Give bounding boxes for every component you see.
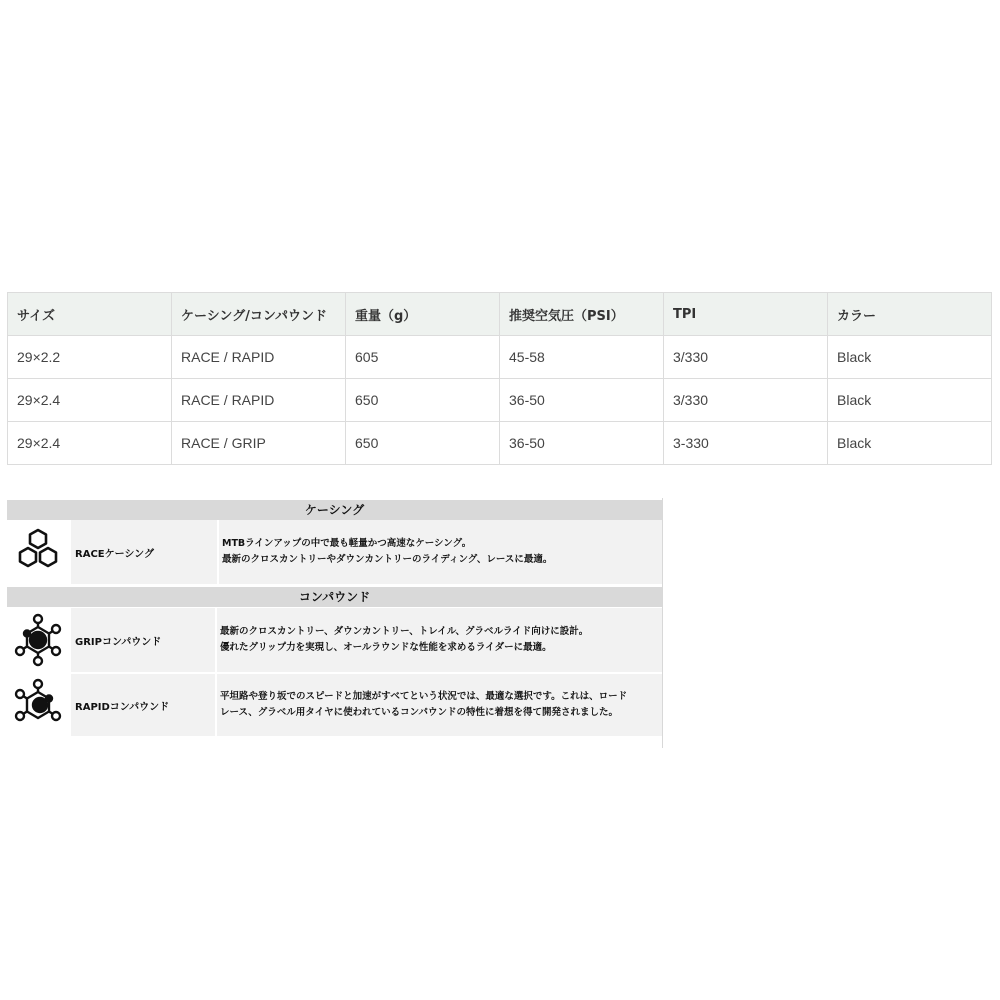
cell-size: 29×2.4 <box>8 379 172 422</box>
rapid-compound-description <box>217 674 662 736</box>
rapid-molecule-icon <box>7 674 69 736</box>
grip-molecule-icon <box>7 608 69 672</box>
cell-color: Black <box>828 379 992 422</box>
cell-weight: 650 <box>346 379 500 422</box>
cell-weight: 650 <box>346 422 500 465</box>
cell-pressure: 45-58 <box>500 336 664 379</box>
race-casing-desc-line2: 最新のクロスカントリーやダウンカントリーのライディング、レースに最適。 <box>222 554 553 565</box>
header-pressure: 推奨空気圧（PSI） <box>500 293 664 336</box>
grip-compound-row <box>7 608 662 672</box>
cell-casing-compound: RACE / GRIP <box>172 422 346 465</box>
grip-compound-desc-line1: 最新のクロスカントリー、ダウンカントリー、トレイル、グラベルライド向けに設計。 <box>220 626 589 637</box>
table-row <box>8 379 992 422</box>
grip-compound-description <box>217 608 662 672</box>
rapid-compound-row <box>7 674 662 736</box>
table-row <box>8 422 992 465</box>
race-casing-desc-line1: MTBラインアップの中で最も軽量かつ高速なケーシング。 <box>222 538 472 549</box>
race-casing-row <box>7 520 662 584</box>
header-size: サイズ <box>8 293 172 336</box>
spec-header-row <box>8 293 992 336</box>
cell-size: 29×2.4 <box>8 422 172 465</box>
header-weight: 重量（g） <box>346 293 500 336</box>
grip-compound-label: GRIPコンパウンド <box>71 608 215 672</box>
cell-pressure: 36-50 <box>500 379 664 422</box>
rapid-compound-label: RAPIDコンパウンド <box>71 674 215 736</box>
race-casing-description <box>219 520 662 584</box>
cell-size: 29×2.2 <box>8 336 172 379</box>
cell-pressure: 36-50 <box>500 422 664 465</box>
header-casing-compound: ケーシング/コンパウンド <box>172 293 346 336</box>
cell-casing-compound: RACE / RAPID <box>172 379 346 422</box>
table-row <box>8 336 992 379</box>
hexagon-cluster-icon <box>7 520 69 584</box>
compound-section-title: コンパウンド <box>7 587 662 607</box>
race-casing-label: RACEケーシング <box>71 520 217 584</box>
rapid-compound-desc-line2: レース、グラベル用タイヤに使われているコンパウンドの特性に着想を得て開発されました。 <box>220 707 618 718</box>
grip-compound-desc-line2: 優れたグリップ力を実現し、オールラウンドな性能を求めるライダーに最適。 <box>220 642 552 653</box>
cell-color: Black <box>828 336 992 379</box>
rapid-compound-desc-line1: 平坦路や登り坂でのスピードと加速がすべてという状況では、最適な選択です。これは、ロード <box>220 691 628 702</box>
technology-panel <box>7 498 663 748</box>
spec-table <box>7 292 992 465</box>
cell-color: Black <box>828 422 992 465</box>
cell-tpi: 3-330 <box>664 422 828 465</box>
cell-weight: 605 <box>346 336 500 379</box>
cell-casing-compound: RACE / RAPID <box>172 336 346 379</box>
header-color: カラー <box>828 293 992 336</box>
cell-tpi: 3/330 <box>664 379 828 422</box>
cell-tpi: 3/330 <box>664 336 828 379</box>
casing-section-title: ケーシング <box>7 500 662 520</box>
header-tpi: TPI <box>664 293 828 336</box>
